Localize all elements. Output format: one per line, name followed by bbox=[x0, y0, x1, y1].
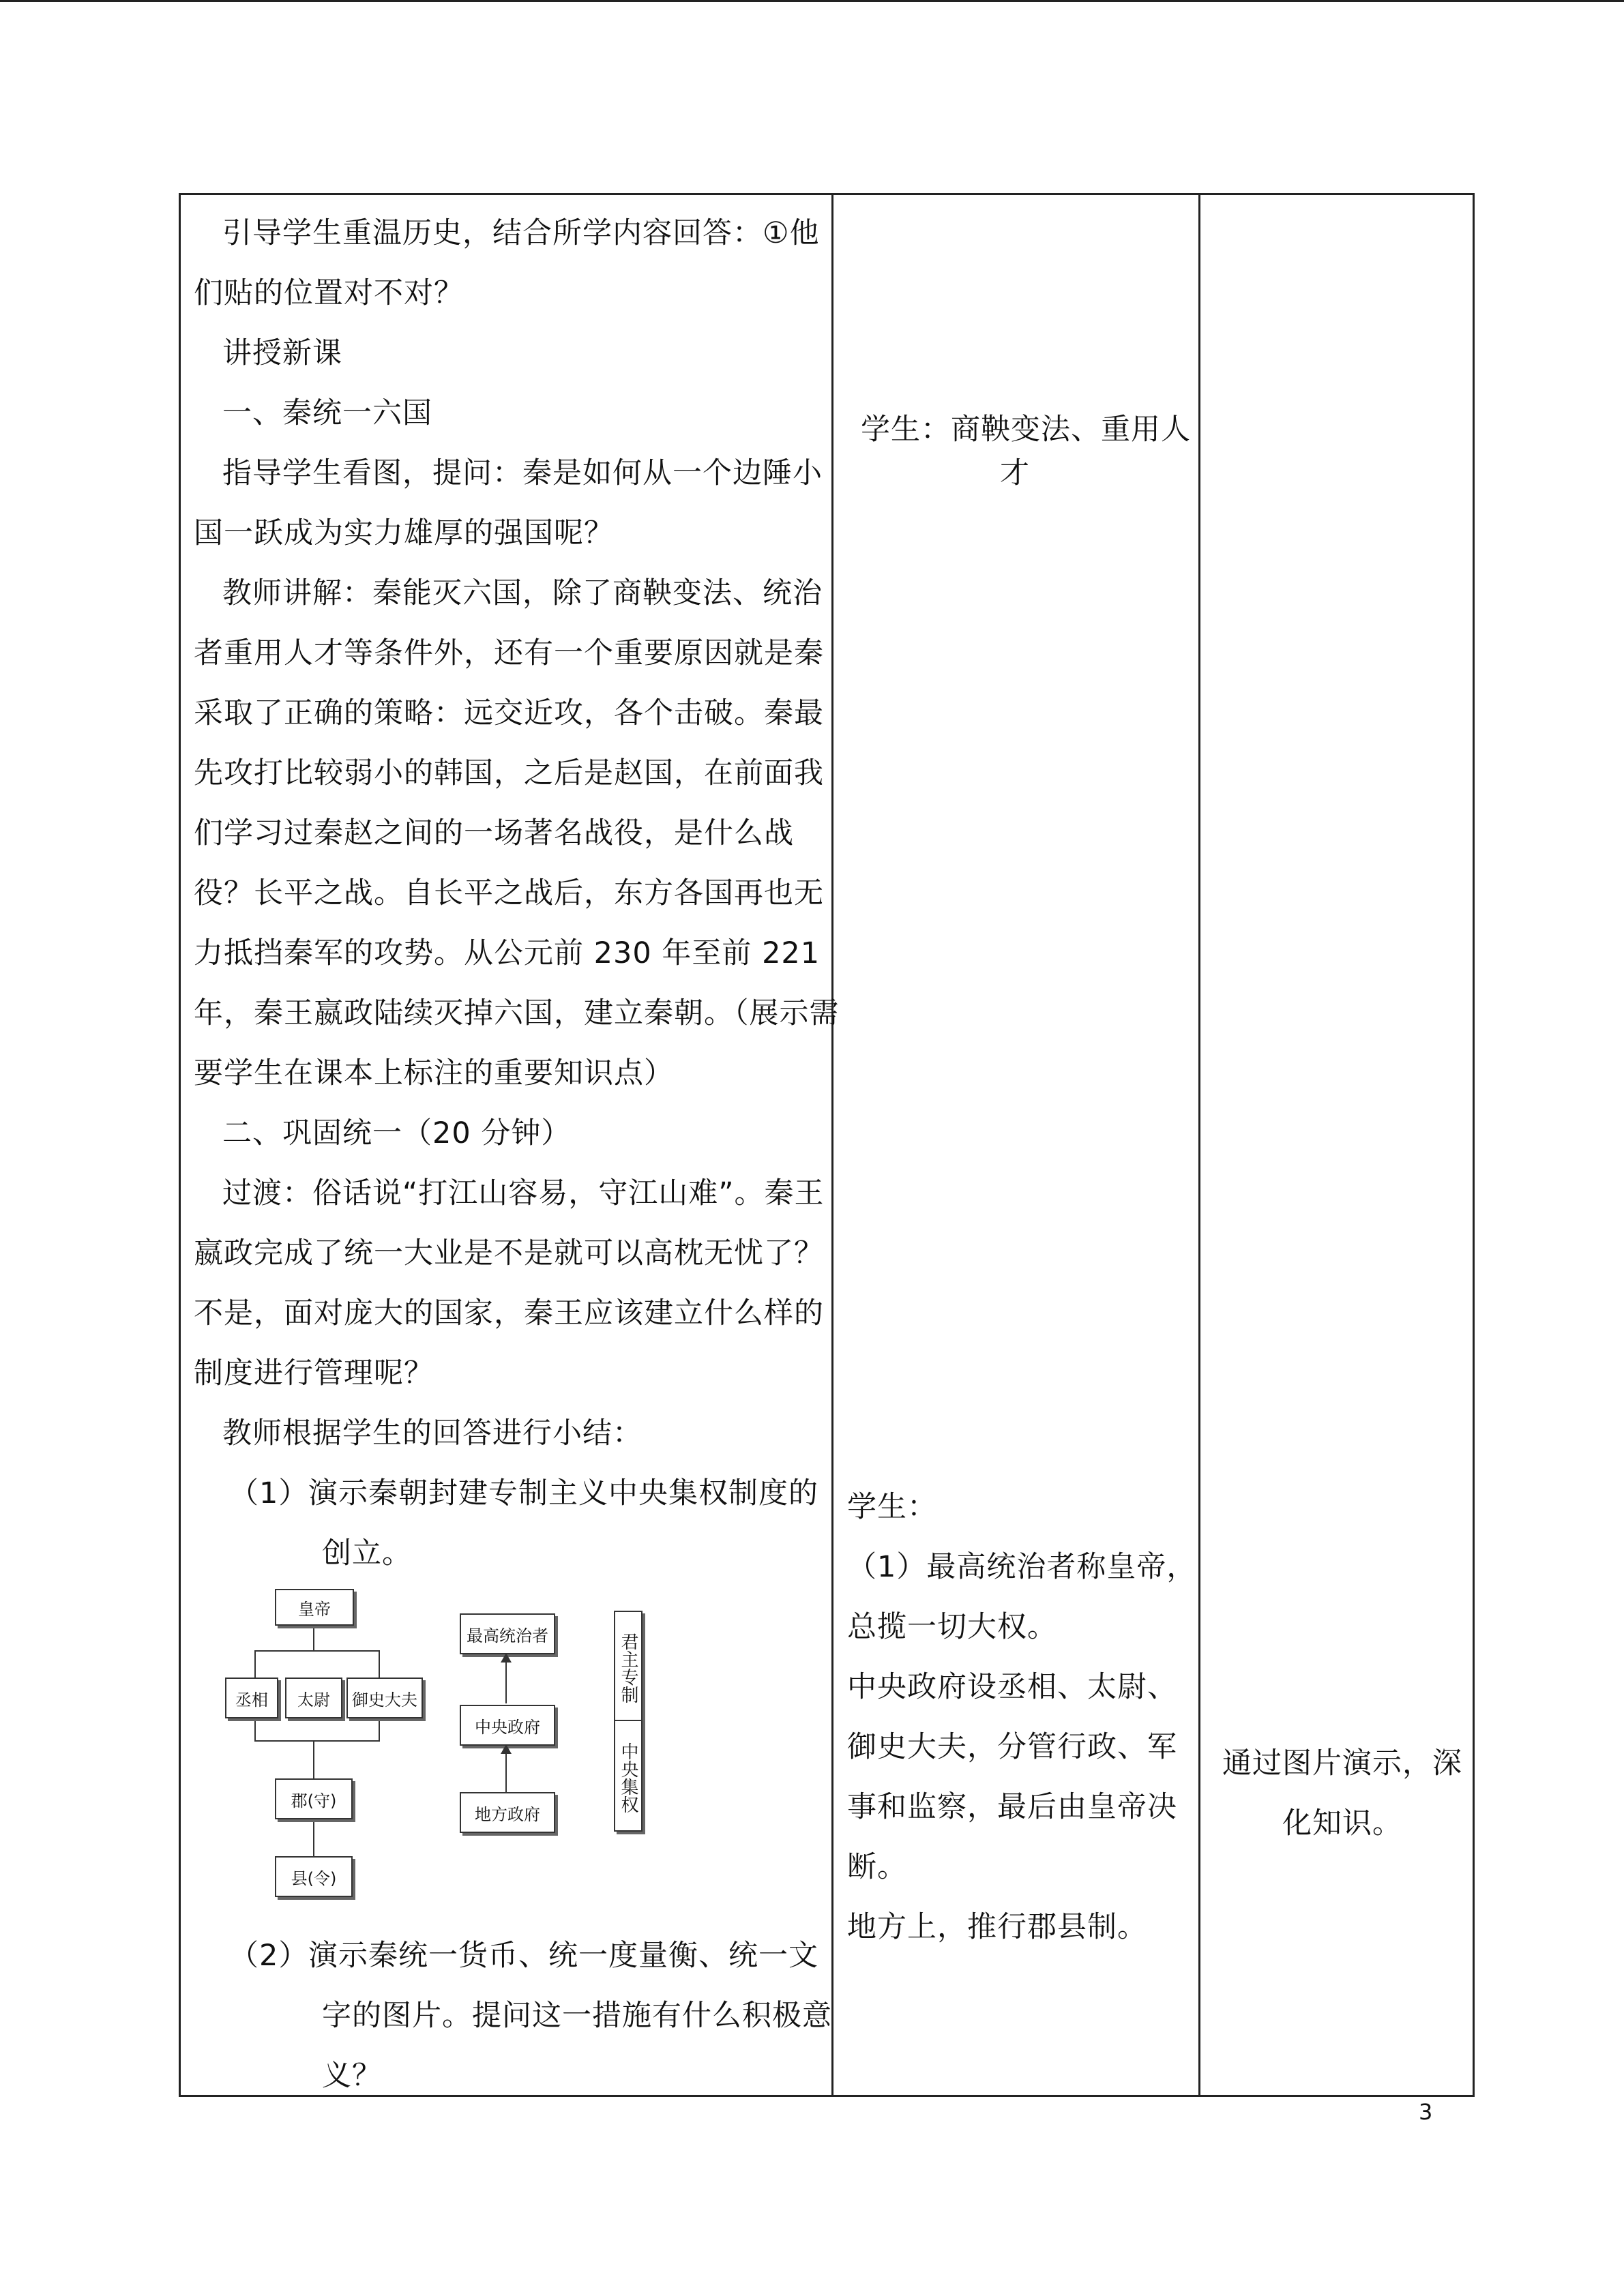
col1-line: 年，秦王嬴政陆续灭掉六国，建立秦朝。（展示需 bbox=[194, 996, 840, 1030]
column-divider-1 bbox=[831, 195, 833, 2095]
supreme-ruler-box: 最高统治者 bbox=[460, 1613, 555, 1654]
col1-line: 力抵挡秦军的攻势。从公元前 230 年至前 221 bbox=[194, 936, 821, 970]
connector bbox=[254, 1650, 380, 1652]
col2-answer-1-line1: 学生：商鞅变法、重用人 bbox=[861, 413, 1191, 447]
connector bbox=[313, 1819, 314, 1858]
local-gov-box: 地方政府 bbox=[460, 1792, 555, 1833]
col1-line: 字的图片。提问这一措施有什么积极意 bbox=[322, 1999, 832, 2033]
centralization-label: 中央集权 bbox=[618, 1742, 638, 1813]
col1-line: 要学生在课本上标注的重要知识点） bbox=[194, 1056, 674, 1090]
arrow-head-icon bbox=[501, 1653, 512, 1663]
col1-line: 制度进行管理呢？ bbox=[194, 1356, 434, 1390]
col1-line: 嬴政完成了统一大业是不是就可以高枕无忧了？ bbox=[194, 1236, 824, 1270]
col1-line: 役？长平之战。自长平之战后，东方各国再也无 bbox=[194, 876, 824, 910]
col3-line: 通过图片演示，深 bbox=[1222, 1746, 1462, 1780]
col1-line: 者重用人才等条件外，还有一个重要原因就是秦 bbox=[194, 636, 824, 670]
county-box: 县(令) bbox=[275, 1856, 353, 1897]
arrow-up bbox=[505, 1750, 507, 1792]
central-gov-box: 中央政府 bbox=[460, 1705, 555, 1746]
column-divider-2 bbox=[1198, 195, 1200, 2095]
col2-answer-2: 地方上，推行郡县制。 bbox=[847, 1910, 1147, 1944]
section-heading: 一、秦统一六国 bbox=[222, 396, 432, 430]
top-rule bbox=[0, 0, 1624, 2]
commandery-box: 郡(守) bbox=[275, 1778, 353, 1819]
col2-answer-2: 断。 bbox=[847, 1850, 907, 1884]
col1-line: 们学习过秦赵之间的一场著名战役，是什么战 bbox=[194, 816, 794, 850]
emperor-box: 皇帝 bbox=[275, 1589, 354, 1626]
col2-answer-2: 中央政府设丞相、太尉、 bbox=[847, 1670, 1177, 1704]
arrow-head-icon bbox=[501, 1744, 512, 1754]
section-heading: 二、巩固统一（20 分钟） bbox=[222, 1116, 572, 1150]
connector bbox=[254, 1740, 380, 1742]
connector bbox=[313, 1740, 314, 1778]
col2-answer-2: （1）最高统治者称皇帝， bbox=[847, 1550, 1197, 1584]
list-marker-1: （1） bbox=[229, 1476, 309, 1510]
col1-line: 采取了正确的策略：远交近攻，各个击破。秦最 bbox=[194, 696, 824, 730]
col1-line: 先攻打比较弱小的韩国，之后是赵国，在前面我 bbox=[194, 756, 824, 790]
col2-answer-2: 御史大夫，分管行政、军 bbox=[847, 1730, 1177, 1764]
page-number: 3 bbox=[1419, 2099, 1433, 2125]
col1-line: 指导学生看图，提问：秦是如何从一个边陲小 bbox=[222, 456, 823, 490]
col1-line: 引导学生重温历史，结合所学内容回答：①他 bbox=[222, 216, 820, 250]
col2-answer-2: 总揽一切大权。 bbox=[847, 1610, 1057, 1644]
list-marker-2: （2） bbox=[229, 1939, 309, 1973]
col1-line: 们贴的位置对不对？ bbox=[194, 276, 464, 310]
col1-line: 不是，面对庞大的国家，秦王应该建立什么样的 bbox=[194, 1296, 824, 1330]
col1-line: 义？ bbox=[322, 2059, 382, 2093]
col1-line: 国一跃成为实力雄厚的强国呢？ bbox=[194, 516, 614, 550]
col1-line: 演示秦朝封建专制主义中央集权制度的 bbox=[308, 1476, 818, 1510]
col1-line: 创立。 bbox=[322, 1536, 412, 1570]
chancellor-box: 丞相 bbox=[225, 1678, 278, 1718]
col3-line: 化知识。 bbox=[1282, 1806, 1402, 1840]
col1-line: 演示秦统一货币、统一度量衡、统一文 bbox=[308, 1939, 818, 1973]
taiwei-box: 太尉 bbox=[285, 1678, 342, 1718]
col1-line: 教师根据学生的回答进行小结： bbox=[222, 1416, 643, 1450]
censor-box: 御史大夫 bbox=[346, 1678, 423, 1718]
col1-line: 讲授新课 bbox=[222, 336, 342, 370]
col1-line: 过渡：俗话说“打江山容易，守江山难”。秦王 bbox=[222, 1176, 825, 1210]
col1-line: 教师讲解：秦能灭六国，除了商鞅变法、统治 bbox=[222, 576, 823, 610]
col2-answer-2: 事和监察，最后由皇帝决 bbox=[847, 1790, 1177, 1824]
col2-answer-2: 学生： bbox=[847, 1490, 937, 1524]
col2-answer-1-line2: 才 bbox=[1000, 456, 1030, 490]
arrow-up bbox=[505, 1658, 507, 1703]
system-label-box bbox=[614, 1611, 643, 1832]
autocracy-label: 君主专制 bbox=[615, 1612, 641, 1721]
